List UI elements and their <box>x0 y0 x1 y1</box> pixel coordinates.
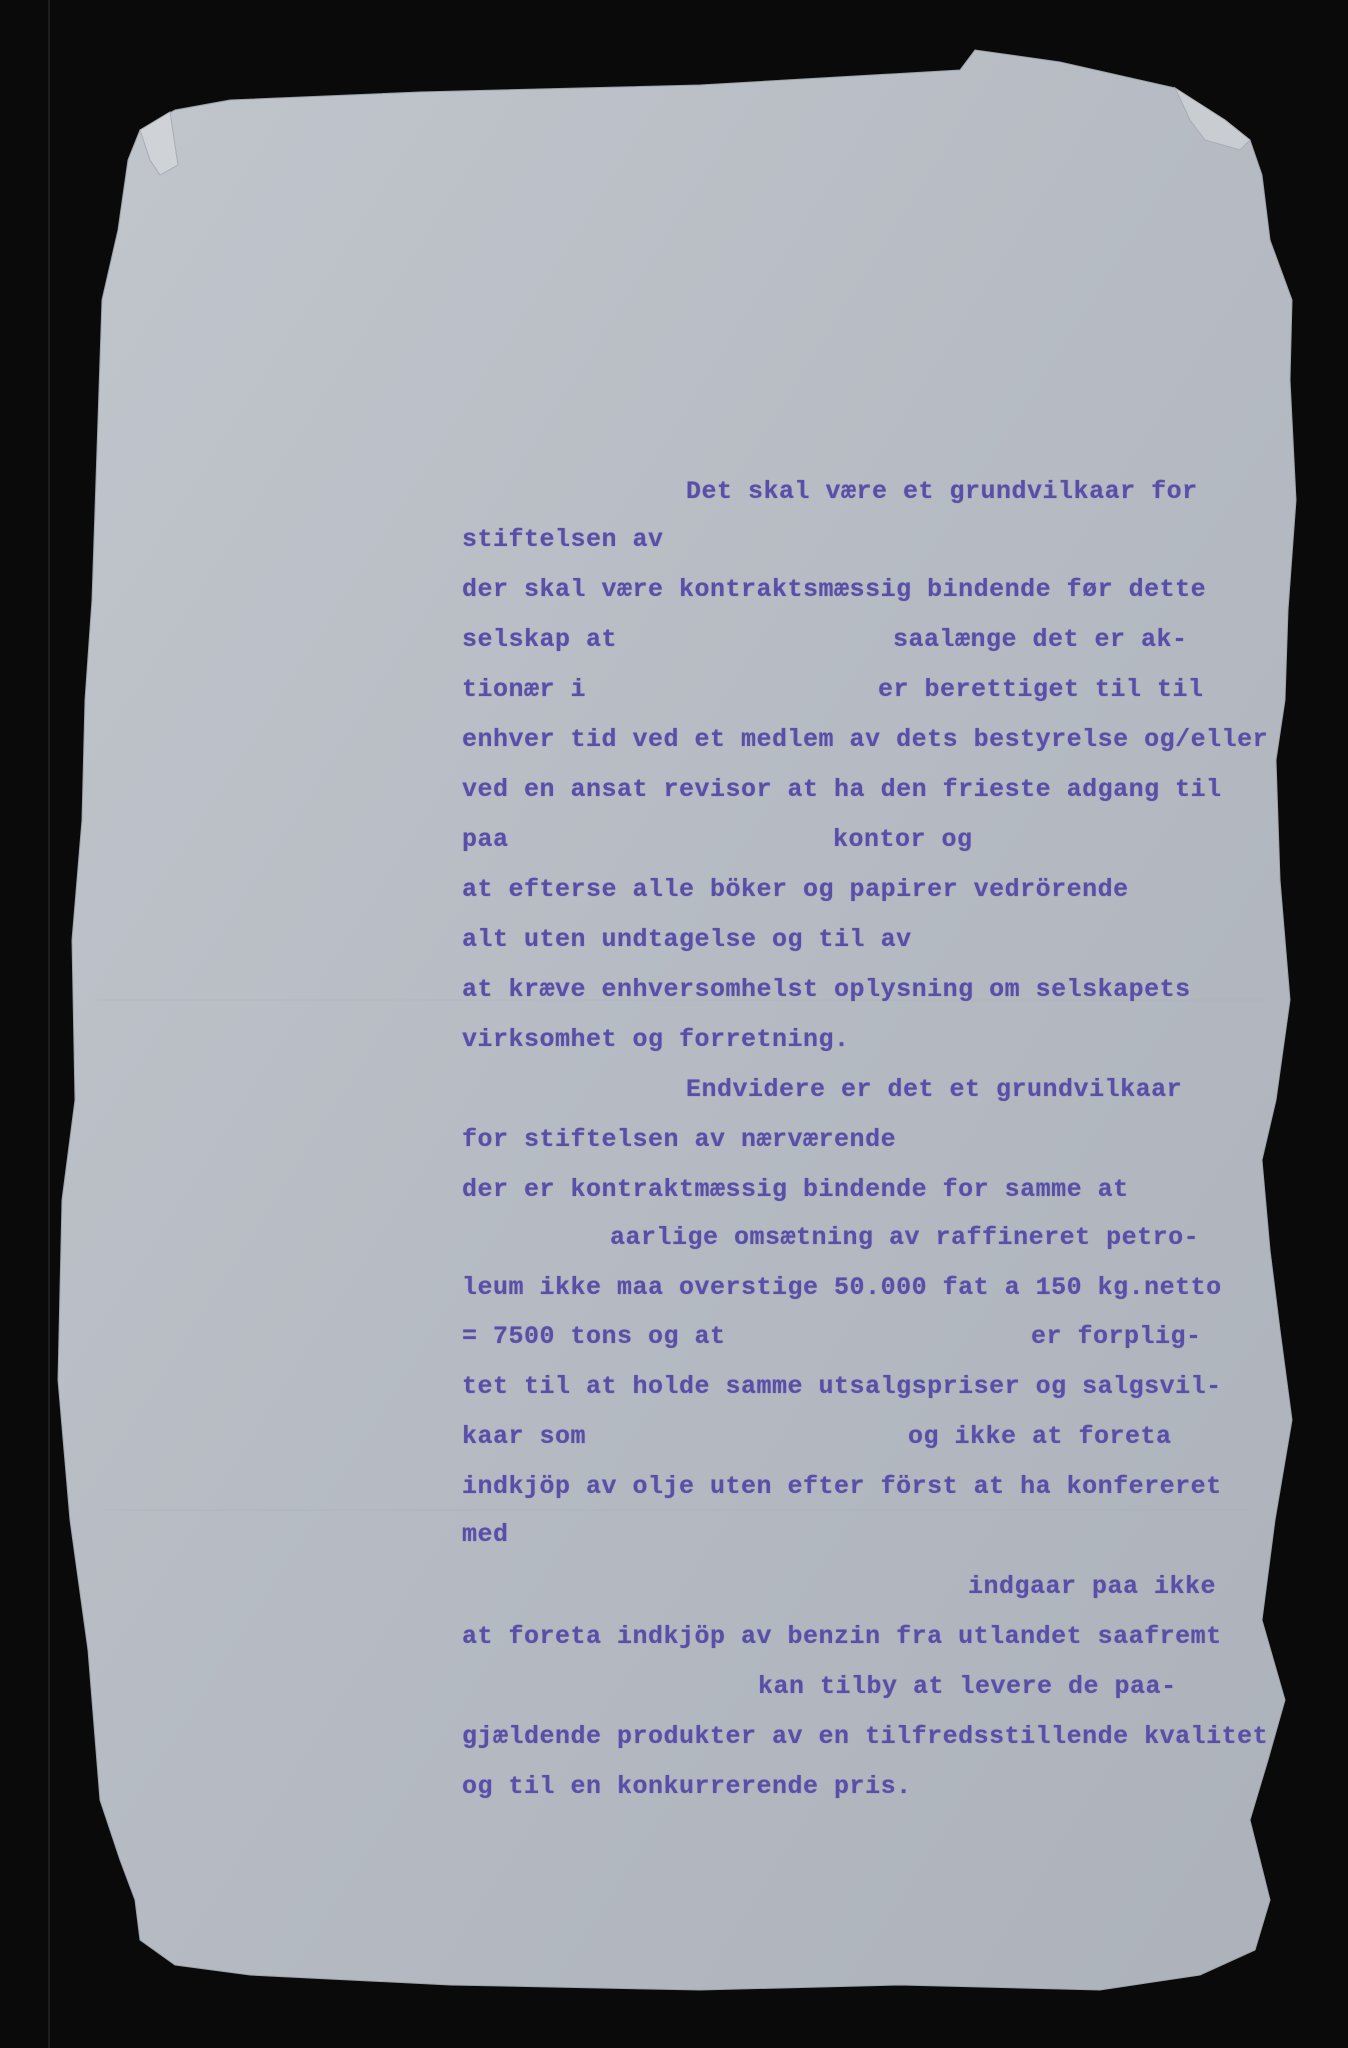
text-line: aarlige omsætning av raffineret petro- <box>610 1223 1200 1252</box>
text-line: selskap at <box>462 625 618 654</box>
text-line: der skal være kontraktsmæssig bindende før dette <box>462 575 1207 604</box>
text-line: at kræve enhversomhelst oplysning om selskapets <box>462 975 1191 1004</box>
text-line: paa <box>462 825 509 854</box>
text-line: leum ikke maa overstige 50.000 fat a 150 kg.netto <box>462 1273 1222 1302</box>
text-line: stiftelsen av <box>462 525 664 554</box>
text-line: ved en ansat revisor at ha den frieste adgang til <box>462 775 1222 804</box>
text-line: kontor og <box>833 825 973 854</box>
text-line: kan tilby at levere de paa- <box>758 1672 1177 1701</box>
text-line: at efterse alle böker og papirer vedrörende <box>462 875 1129 904</box>
text-line: saalænge det er ak- <box>893 625 1188 654</box>
text-line: og ikke at foreta <box>908 1422 1172 1451</box>
text-line: tionær i <box>462 675 587 704</box>
text-line: gjældende produkter av en tilfredsstillende kvalitet <box>462 1722 1269 1751</box>
text-line: er berettiget til til <box>878 675 1204 704</box>
text-line: alt uten undtagelse og til av <box>462 925 912 954</box>
text-line: Det skal være et grundvilkaar for <box>686 477 1198 506</box>
text-line: virksomhet og forretning. <box>462 1025 850 1054</box>
text-line: med <box>462 1520 509 1549</box>
text-line: for stiftelsen av nærværende <box>462 1125 897 1154</box>
text-line: kaar som <box>462 1422 587 1451</box>
text-line: = 7500 tons og at <box>462 1322 726 1351</box>
text-line: indkjöp av olje uten efter först at ha konfereret <box>462 1472 1222 1501</box>
text-line: der er kontraktmæssig bindende for samme at <box>462 1175 1129 1204</box>
text-line: Endvidere er det et grundvilkaar <box>686 1075 1183 1104</box>
text-line: tet til at holde samme utsalgspriser og salgsvil- <box>462 1372 1222 1401</box>
text-line: er forplig- <box>1031 1322 1202 1351</box>
text-line: og til en konkurrerende pris. <box>462 1772 912 1801</box>
text-line: indgaar paa ikke <box>968 1572 1217 1601</box>
text-line: at foreta indkjöp av benzin fra utlandet saafremt <box>462 1622 1222 1651</box>
text-line: enhver tid ved et medlem av dets bestyrelse og/eller <box>462 725 1269 754</box>
